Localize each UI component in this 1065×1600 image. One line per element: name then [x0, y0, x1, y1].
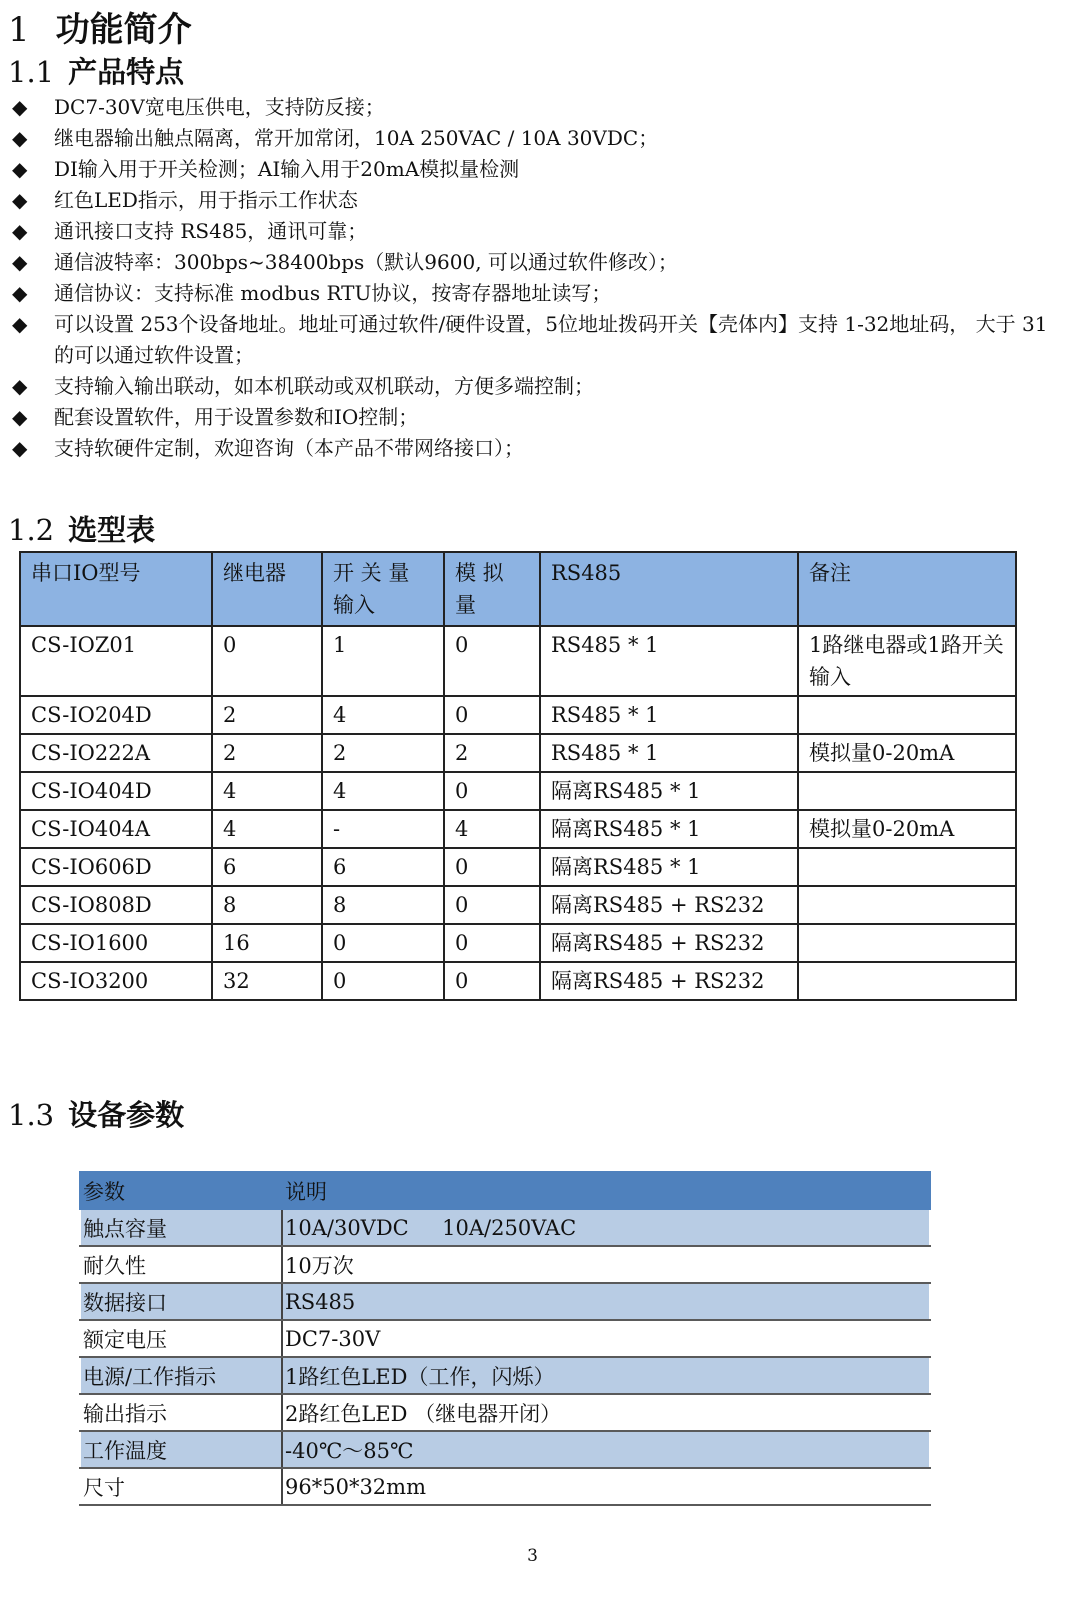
- column-header: 开 关 量 输入: [322, 552, 444, 626]
- section-number: 1.1: [8, 55, 55, 89]
- list-item-text: 支持软硬件定制，欢迎咨询（本产品不带网络接口）；: [54, 436, 524, 460]
- table-cell: 耐久性: [80, 1246, 282, 1283]
- list-item-text: 通信协议：支持标准 modbus RTU协议，按寄存器地址读写；: [54, 281, 612, 305]
- table-row: [20, 810, 1016, 848]
- table-cell: 输出指示: [80, 1394, 282, 1431]
- table-cell: 4: [322, 696, 444, 734]
- diamond-bullet-icon: ◆: [12, 188, 28, 212]
- table-cell: 电源/工作指示: [80, 1357, 282, 1394]
- table-cell: 隔离RS485 * 1: [540, 772, 798, 810]
- table-cell: 尺寸: [80, 1468, 282, 1505]
- table-row: [80, 1283, 930, 1320]
- page-number: 3: [527, 1546, 538, 1566]
- table-cell: 隔离RS485 + RS232: [540, 886, 798, 924]
- list-item: [8, 247, 1053, 278]
- table-cell: 数据接口: [80, 1283, 282, 1320]
- table-cell: [798, 848, 1016, 886]
- table-cell: 2: [322, 734, 444, 772]
- table-cell: 4: [212, 810, 322, 848]
- section-title: 设备参数: [68, 1098, 185, 1132]
- table-cell: 0: [322, 924, 444, 962]
- diamond-bullet-icon: ◆: [12, 312, 28, 336]
- column-header: 参数: [80, 1172, 282, 1209]
- table-cell: 0: [444, 772, 540, 810]
- section-heading-params: [8, 1093, 184, 1134]
- table-row: [20, 962, 1016, 1000]
- table-cell: 0: [322, 962, 444, 1000]
- table-cell: 额定电压: [80, 1320, 282, 1357]
- table-cell: 8: [212, 886, 322, 924]
- table-cell: CS-IO606D: [20, 848, 212, 886]
- table-cell: 0: [212, 626, 322, 696]
- table-cell: CS-IO404A: [20, 810, 212, 848]
- table-row: [80, 1468, 930, 1505]
- list-item-text: DC7-30V宽电压供电，支持防反接；: [54, 95, 385, 119]
- table-row: [80, 1431, 930, 1468]
- table-row: [20, 848, 1016, 886]
- table-cell: 0: [444, 924, 540, 962]
- diamond-bullet-icon: ◆: [12, 281, 28, 305]
- list-item: [8, 123, 1053, 154]
- list-item: [8, 154, 1053, 185]
- table-cell: CS-IO404D: [20, 772, 212, 810]
- table-header-row: [20, 552, 1016, 626]
- table-row: [80, 1320, 930, 1357]
- table-cell: -: [322, 810, 444, 848]
- table-row: [20, 626, 1016, 696]
- table-cell: 6: [212, 848, 322, 886]
- table-cell: 0: [444, 886, 540, 924]
- table-cell: [798, 886, 1016, 924]
- table-cell: DC7-30V: [282, 1320, 930, 1357]
- list-item-text: 支持输入输出联动，如本机联动或双机联动，方便多端控制；: [54, 374, 594, 398]
- list-item-text: 配套设置软件，用于设置参数和IO控制；: [54, 405, 419, 429]
- table-cell: 工作温度: [80, 1431, 282, 1468]
- diamond-bullet-icon: ◆: [12, 95, 28, 119]
- diamond-bullet-icon: ◆: [12, 157, 28, 181]
- list-item: [8, 92, 1053, 123]
- list-item: [8, 309, 1053, 371]
- column-header: 继电器: [212, 552, 322, 626]
- column-header: RS485: [540, 552, 798, 626]
- table-cell: 2: [444, 734, 540, 772]
- table-cell: CS-IO1600: [20, 924, 212, 962]
- table-cell: 96*50*32mm: [282, 1468, 930, 1505]
- table-header-row: [80, 1172, 930, 1209]
- list-item-text: 红色LED指示，用于指示工作状态: [54, 188, 358, 212]
- chapter-heading: [8, 2, 192, 51]
- table-cell: 0: [444, 848, 540, 886]
- feature-list: [8, 92, 1053, 464]
- table-row: [80, 1209, 930, 1246]
- list-item: [8, 433, 1053, 464]
- table-row: [20, 696, 1016, 734]
- table-cell: 2: [212, 734, 322, 772]
- section-number: 1.3: [8, 1098, 55, 1132]
- table-row: [20, 924, 1016, 962]
- table-cell: 隔离RS485 * 1: [540, 810, 798, 848]
- list-item: [8, 216, 1053, 247]
- table-row: [20, 886, 1016, 924]
- diamond-bullet-icon: ◆: [12, 374, 28, 398]
- chapter-title: 功能简介: [55, 10, 192, 50]
- table-cell: 隔离RS485 * 1: [540, 848, 798, 886]
- list-item-text: DI输入用于开关检测；AI输入用于20mA模拟量检测: [54, 157, 520, 181]
- table-cell: 隔离RS485 + RS232: [540, 962, 798, 1000]
- section-heading-features: [8, 50, 184, 91]
- selection-table: [19, 551, 1017, 1001]
- diamond-bullet-icon: ◆: [12, 126, 28, 150]
- list-item-text: 继电器输出触点隔离，常开加常闭，10A 250VAC / 10A 30VDC；: [54, 126, 659, 150]
- table-cell: 4: [444, 810, 540, 848]
- table-cell: [798, 696, 1016, 734]
- section-title: 选型表: [68, 513, 156, 547]
- table-cell: CS-IO808D: [20, 886, 212, 924]
- table-row: [80, 1357, 930, 1394]
- table-cell: 4: [212, 772, 322, 810]
- table-cell: -40℃～85℃: [282, 1431, 930, 1468]
- list-item: [8, 278, 1053, 309]
- table-cell: RS485 * 1: [540, 696, 798, 734]
- table-row: [20, 772, 1016, 810]
- section-title: 产品特点: [68, 55, 185, 89]
- table-cell: 0: [444, 696, 540, 734]
- table-cell: 6: [322, 848, 444, 886]
- parameters-table: [79, 1171, 931, 1506]
- diamond-bullet-icon: ◆: [12, 250, 28, 274]
- table-cell: 触点容量: [80, 1209, 282, 1246]
- table-cell: 32: [212, 962, 322, 1000]
- table-cell: [798, 962, 1016, 1000]
- table-cell: [798, 924, 1016, 962]
- table-cell: CS-IO222A: [20, 734, 212, 772]
- table-cell: 16: [212, 924, 322, 962]
- table-cell: 模拟量0-20mA: [798, 810, 1016, 848]
- table-cell: CS-IO3200: [20, 962, 212, 1000]
- table-cell: 10A/30VDC 10A/250VAC: [282, 1209, 930, 1246]
- table-cell: 2路红色LED （继电器开闭）: [282, 1394, 930, 1431]
- table-row: [80, 1394, 930, 1431]
- column-header: 备注: [798, 552, 1016, 626]
- diamond-bullet-icon: ◆: [12, 436, 28, 460]
- section-number: 1.2: [8, 513, 55, 547]
- table-cell: RS485 * 1: [540, 626, 798, 696]
- table-cell: 1路继电器或1路开关输入: [798, 626, 1016, 696]
- table-cell: CS-IOZ01: [20, 626, 212, 696]
- table-cell: 隔离RS485 + RS232: [540, 924, 798, 962]
- list-item-text: 通信波特率：300bps~38400bps（默认9600, 可以通过软件修改）；: [54, 250, 678, 274]
- list-item: [8, 185, 1053, 216]
- list-item-text: 通讯接口支持 RS485，通讯可靠；: [54, 219, 368, 243]
- table-row: [20, 734, 1016, 772]
- table-cell: 8: [322, 886, 444, 924]
- diamond-bullet-icon: ◆: [12, 405, 28, 429]
- table-row: [80, 1246, 930, 1283]
- table-cell: CS-IO204D: [20, 696, 212, 734]
- column-header: 模 拟 量: [444, 552, 540, 626]
- table-cell: 10万次: [282, 1246, 930, 1283]
- table-cell: 1: [322, 626, 444, 696]
- table-cell: 模拟量0-20mA: [798, 734, 1016, 772]
- list-item: [8, 402, 1053, 433]
- list-item: [8, 371, 1053, 402]
- section-heading-selection: [8, 508, 155, 549]
- diamond-bullet-icon: ◆: [12, 219, 28, 243]
- table-cell: RS485: [282, 1283, 930, 1320]
- table-cell: RS485 * 1: [540, 734, 798, 772]
- table-cell: 0: [444, 626, 540, 696]
- table-cell: [798, 772, 1016, 810]
- table-cell: 0: [444, 962, 540, 1000]
- chapter-number: 1: [8, 10, 30, 50]
- column-header: 说明: [282, 1172, 930, 1209]
- column-header: 串口IO型号: [20, 552, 212, 626]
- table-cell: 1路红色LED（工作，闪烁）: [282, 1357, 930, 1394]
- table-cell: 4: [322, 772, 444, 810]
- list-item-text: 可以设置 253个设备地址。地址可通过软件/硬件设置，5位地址拨码开关【壳体内】支持 1-32地址码， 大于 31的可以通过软件设置；: [54, 312, 1048, 367]
- table-cell: 2: [212, 696, 322, 734]
